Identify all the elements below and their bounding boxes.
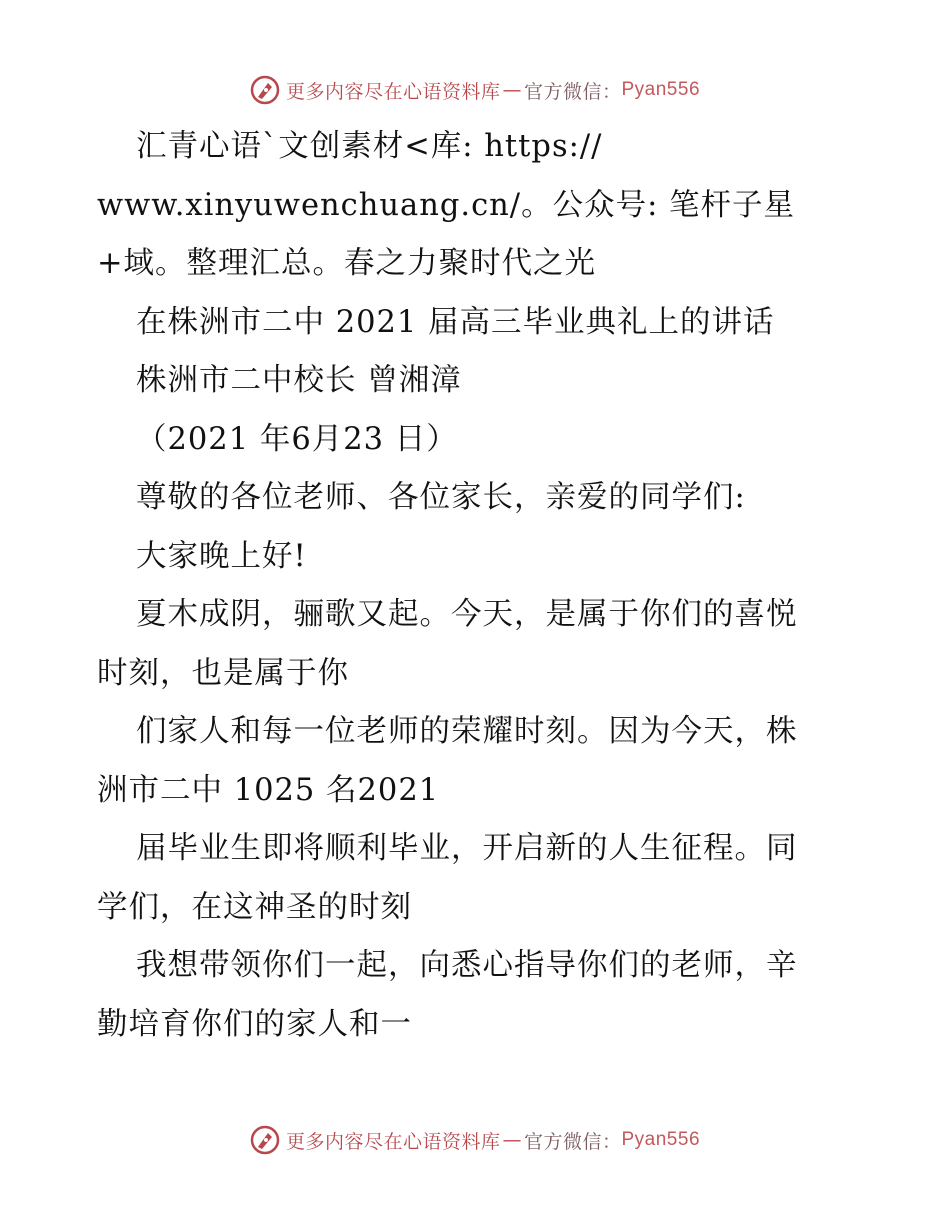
source-line-3: +域。整理汇总。春之力聚时代之光	[97, 246, 597, 281]
paragraph-line: 们家人和每一位老师的荣耀时刻。因为今天，株	[136, 714, 798, 749]
greeting: 大家晚上好!	[136, 538, 307, 574]
paragraph-line: 勤培育你们的家人和一	[97, 1006, 412, 1042]
watermark-wechat-id: Pyan556	[621, 1129, 701, 1150]
watermark-wechat-id: Pyan556	[621, 79, 701, 100]
paragraph-line: 届毕业生即将顺利毕业，开启新的人生征程。同	[136, 831, 798, 866]
watermark-dash: —	[502, 79, 522, 101]
footer-watermark	[0, 1120, 950, 1160]
watermark-wechat-label: 官方微信：	[523, 1130, 622, 1153]
speech-title: 在株洲市二中 2021 届高三毕业典礼上的讲话	[136, 304, 775, 340]
watermark-dash: —	[502, 1129, 522, 1151]
watermark-text: 更多内容尽在心语资料库	[285, 1130, 501, 1153]
pen-nib-circle-icon	[250, 1125, 280, 1155]
header-watermark	[0, 70, 950, 110]
watermark-text: 更多内容尽在心语资料库	[285, 80, 501, 103]
paragraph-line: 时刻，也是属于你	[97, 655, 349, 691]
speech-date: （2021 年6月23 日）	[136, 421, 458, 457]
paragraph-line: 洲市二中 1025 名2021	[97, 772, 440, 808]
watermark-wechat-label: 官方微信：	[523, 80, 622, 103]
speaker-line: 株洲市二中校长 曾湘漳	[136, 363, 462, 398]
salutation: 尊敬的各位老师、各位家长，亲爱的同学们:	[136, 480, 746, 515]
paragraph-line: 夏木成阴，骊歌又起。今天，是属于你们的喜悦	[136, 597, 798, 632]
paragraph-line: 我想带领你们一起，向悉心指导你们的老师，辛	[136, 948, 798, 983]
pen-nib-circle-icon	[250, 75, 280, 105]
paragraph-line: 学们，在这神圣的时刻	[97, 889, 412, 925]
source-line-2: www.xinyuwenchuang.cn/。公众号: 笔杆子星	[97, 187, 796, 223]
document-body	[97, 118, 857, 1054]
source-line-1: 汇青心语`文创素材<库: https://	[136, 129, 603, 164]
